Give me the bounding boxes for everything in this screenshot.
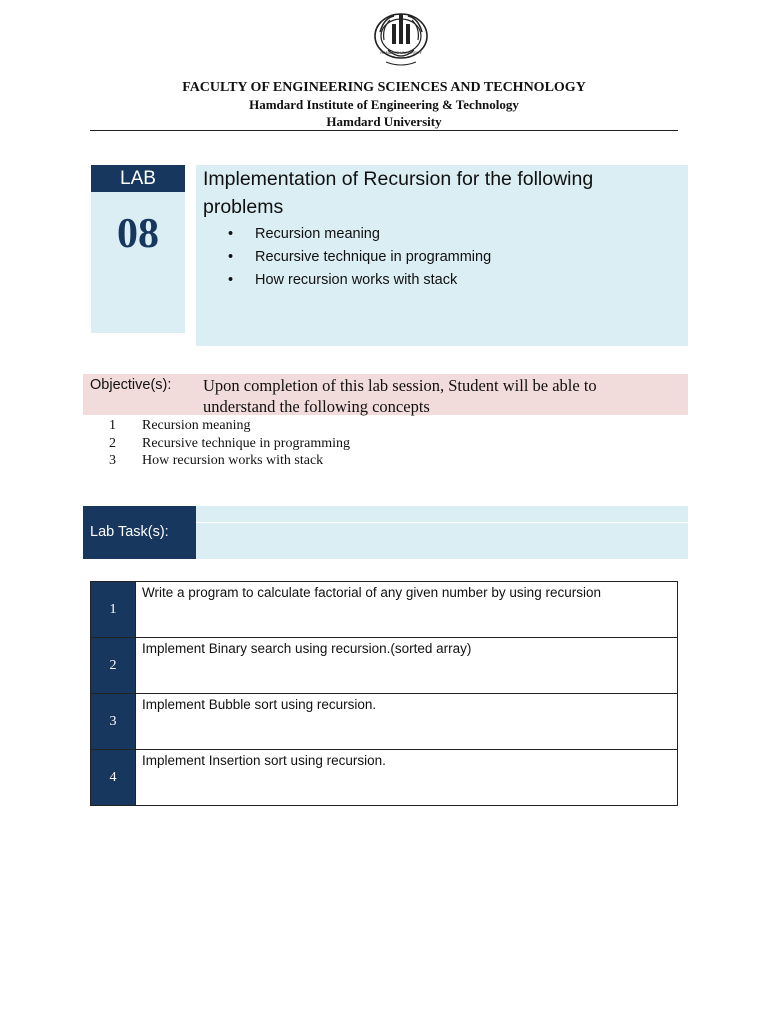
list-item [228,269,491,292]
task-number: 1 [91,582,136,638]
university-emblem-icon [370,10,432,68]
list-item [109,417,350,435]
topic-text: Recursive technique in programming [255,249,492,265]
lab-topics-list [228,223,491,292]
task-description: Implement Bubble sort using recursion. [136,694,678,750]
lab-tasks-band [196,506,688,559]
faculty-title: FACULTY OF ENGINEERING SCIENCES AND TECHNOLOGY [182,80,586,95]
table-row [91,694,678,750]
header-divider [90,130,678,131]
institute-title: Hamdard Institute of Engineering & Technology [249,97,519,112]
university-title: Hamdard University [326,114,442,129]
objectives-label: Objective(s): [90,377,172,393]
lab-number: 08 [117,211,159,257]
objectives-list [109,417,350,470]
item-number: 2 [109,435,116,451]
table-row [91,750,678,806]
item-number: 1 [109,418,116,433]
task-description: Implement Insertion sort using recursion. [136,750,678,806]
lab-tasks-table [90,581,678,806]
list-item [228,246,491,269]
table-row [91,582,678,638]
topic-text: How recursion works with stack [255,272,458,288]
list-item [109,452,350,470]
topic-text: Recursion meaning [255,226,380,242]
task-number: 3 [91,694,136,750]
item-text: Recursion meaning [142,418,251,433]
list-item [109,435,350,453]
objectives-text: Upon completion of this lab session, Student will be able to understand the following concepts [203,376,597,416]
lab-label: LAB [91,165,185,192]
bullet-icon: • [228,272,234,288]
item-text: Recursive technique in programming [142,435,350,451]
task-number: 2 [91,638,136,694]
bullet-icon: • [228,249,234,265]
item-text: How recursion works with stack [142,453,324,468]
bullet-icon: • [228,226,234,242]
task-description: Write a program to calculate factorial of any given number by using recursion [136,582,678,638]
lab-title: Implementation of Recursion for the following problems [203,168,594,218]
lab-tasks-label: Lab Task(s): [90,524,169,540]
item-number: 3 [109,453,116,468]
table-row [91,638,678,694]
svg-text:HAMDARD UNIVERSITY: HAMDARD UNIVERSITY [380,51,422,55]
task-number: 4 [91,750,136,806]
task-description: Implement Binary search using recursion.(sorted array) [136,638,678,694]
list-item [228,223,491,246]
band-divider [196,522,688,523]
